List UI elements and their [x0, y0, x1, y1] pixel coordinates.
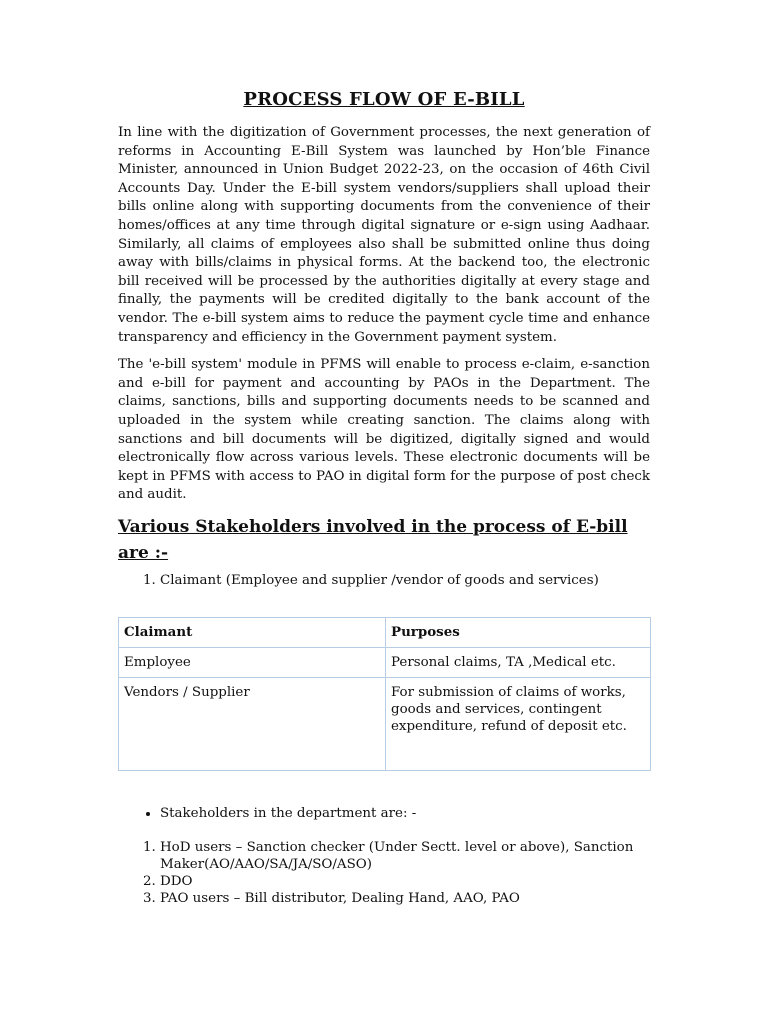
pfms-paragraph: The 'e-bill system' module in PFMS will enable to process e-claim, e-sanction and e-bill for payment and accounting by PAOs in the Department. The claims, sanctions, bills and supporting documents needs to be scanned and uploaded in the system while creating sanction. The claims along with sanctions and bill documents will be digitized, digitally signed and would electronically flow across various levels. These electronic documents will be kept in PFMS with access to PAO in digital form for the purpose of post check and audit. — [118, 357, 650, 503]
table-cell: Employee — [119, 647, 386, 677]
page-title: PROCESS FLOW OF E-BILL — [243, 89, 525, 110]
intro-paragraph: In line with the digitization of Government processes, the next generation of reforms in Accounting E-Bill System was launched by Hon’ble Finance Minister, announced in Union Budget 2022-23, on the occasion of 46th Civil Accounts Day. Under the E-bill system vendors/suppliers shall upload their bills online along with supporting documents from the convenience of their homes/offices at any time through digital signature or e-sign using Aadhaar. Similarly, all claims of employees also shall be submitted online thus doing away with bills/claims in physical forms. At the backend too, the electronic bill received will be processed by the authorities digitally at every stage and finally, the payments will be credited digitally to the bank account of the vendor. The e-bill system aims to reduce the payment cycle time and enhance transparency and efficiency in the Government payment system. — [118, 125, 650, 345]
claimant-purpose-table — [118, 617, 651, 771]
department-stakeholders-list — [118, 839, 650, 907]
table-cell: Personal claims, TA ,Medical etc. — [386, 647, 651, 677]
table-row — [119, 647, 651, 677]
claimant-list — [118, 572, 650, 589]
list-item: 1. HoD users – Sanction checker (Under Sectt. level or above), Sanction Maker(AO/AAO/SA/JA/SO/ASO) — [160, 839, 650, 873]
list-item: 1. Claimant (Employee and supplier /vendor of goods and services) — [160, 572, 650, 589]
table-row — [119, 677, 651, 770]
stakeholders-heading: Various Stakeholders involved in the process of E-bill are :- — [118, 516, 628, 563]
table-header-purposes: Purposes — [386, 617, 651, 647]
list-item: 2. DDO — [160, 873, 650, 890]
document-page — [118, 88, 650, 907]
table-cell: Vendors / Supplier — [119, 677, 386, 770]
bullet-list — [118, 805, 650, 822]
table-cell: For submission of claims of works, goods and services, contingent expenditure, refund of deposit etc. — [386, 677, 651, 770]
table-header-row — [119, 617, 651, 647]
list-item: • Stakeholders in the department are: - — [160, 805, 650, 822]
table-header-claimant: Claimant — [119, 617, 386, 647]
list-item: 3. PAO users – Bill distributor, Dealing Hand, AAO, PAO — [160, 890, 650, 907]
